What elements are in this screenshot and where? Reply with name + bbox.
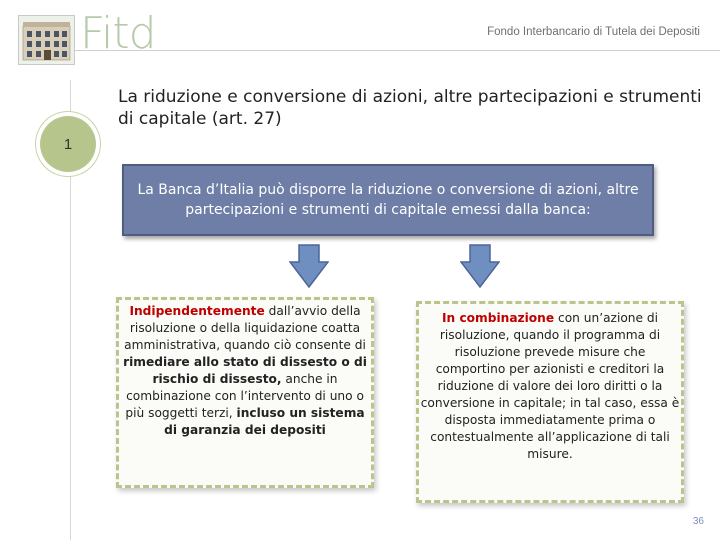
building-photo-logo [18, 15, 75, 65]
page-number: 36 [692, 516, 704, 527]
organization-name: Fondo Interbancario di Tutela dei Depositi [487, 26, 700, 38]
slide-title: La riduzione e conversione di azioni, altre partecipazioni e strumenti di capitale (art. 27) [118, 87, 702, 129]
main-statement-box [122, 164, 654, 236]
independent-bold-2: incluso un sistema di garanzia dei depositi [164, 406, 365, 437]
combination-case-box [416, 301, 684, 503]
section-number: 1 [41, 117, 95, 171]
fitd-logo-text: Fitd [80, 8, 156, 59]
independent-lead-text: Indipendentemente [129, 304, 265, 318]
independent-text-1: dall’avvio della risoluzione o della liquidazione coatta amministrativa, quando ciò consente di [124, 304, 366, 352]
main-statement-text: La Banca d’Italia può disporre la riduzione o conversione di azioni, altre partecipazioni e strumenti di capitale emessi dalla banca: [137, 182, 639, 218]
independent-text-2: anche in combinazione con l’intervento di uno o più soggetti terzi, [125, 372, 364, 420]
independent-case-box [116, 297, 374, 488]
independent-bold-1: rimediare allo stato di dissesto o di rischio di dissesto, [123, 355, 367, 386]
header-divider-line [75, 50, 720, 51]
section-number-badge [36, 112, 100, 176]
arrow-down-right-icon [460, 244, 500, 288]
combination-text-1: con un’azione di risoluzione, quando il programma di risoluzione prevede misure che comportino per azionisti e creditori la riduzione di valore dei loro diritti o la conversione in capitale; in tal caso, essa è disposta immediatamente prima o contestualmente all’applicazione di tali misure. [420, 311, 680, 461]
combination-lead-text: In combinazione [441, 311, 555, 325]
arrow-down-left-icon [289, 244, 329, 288]
